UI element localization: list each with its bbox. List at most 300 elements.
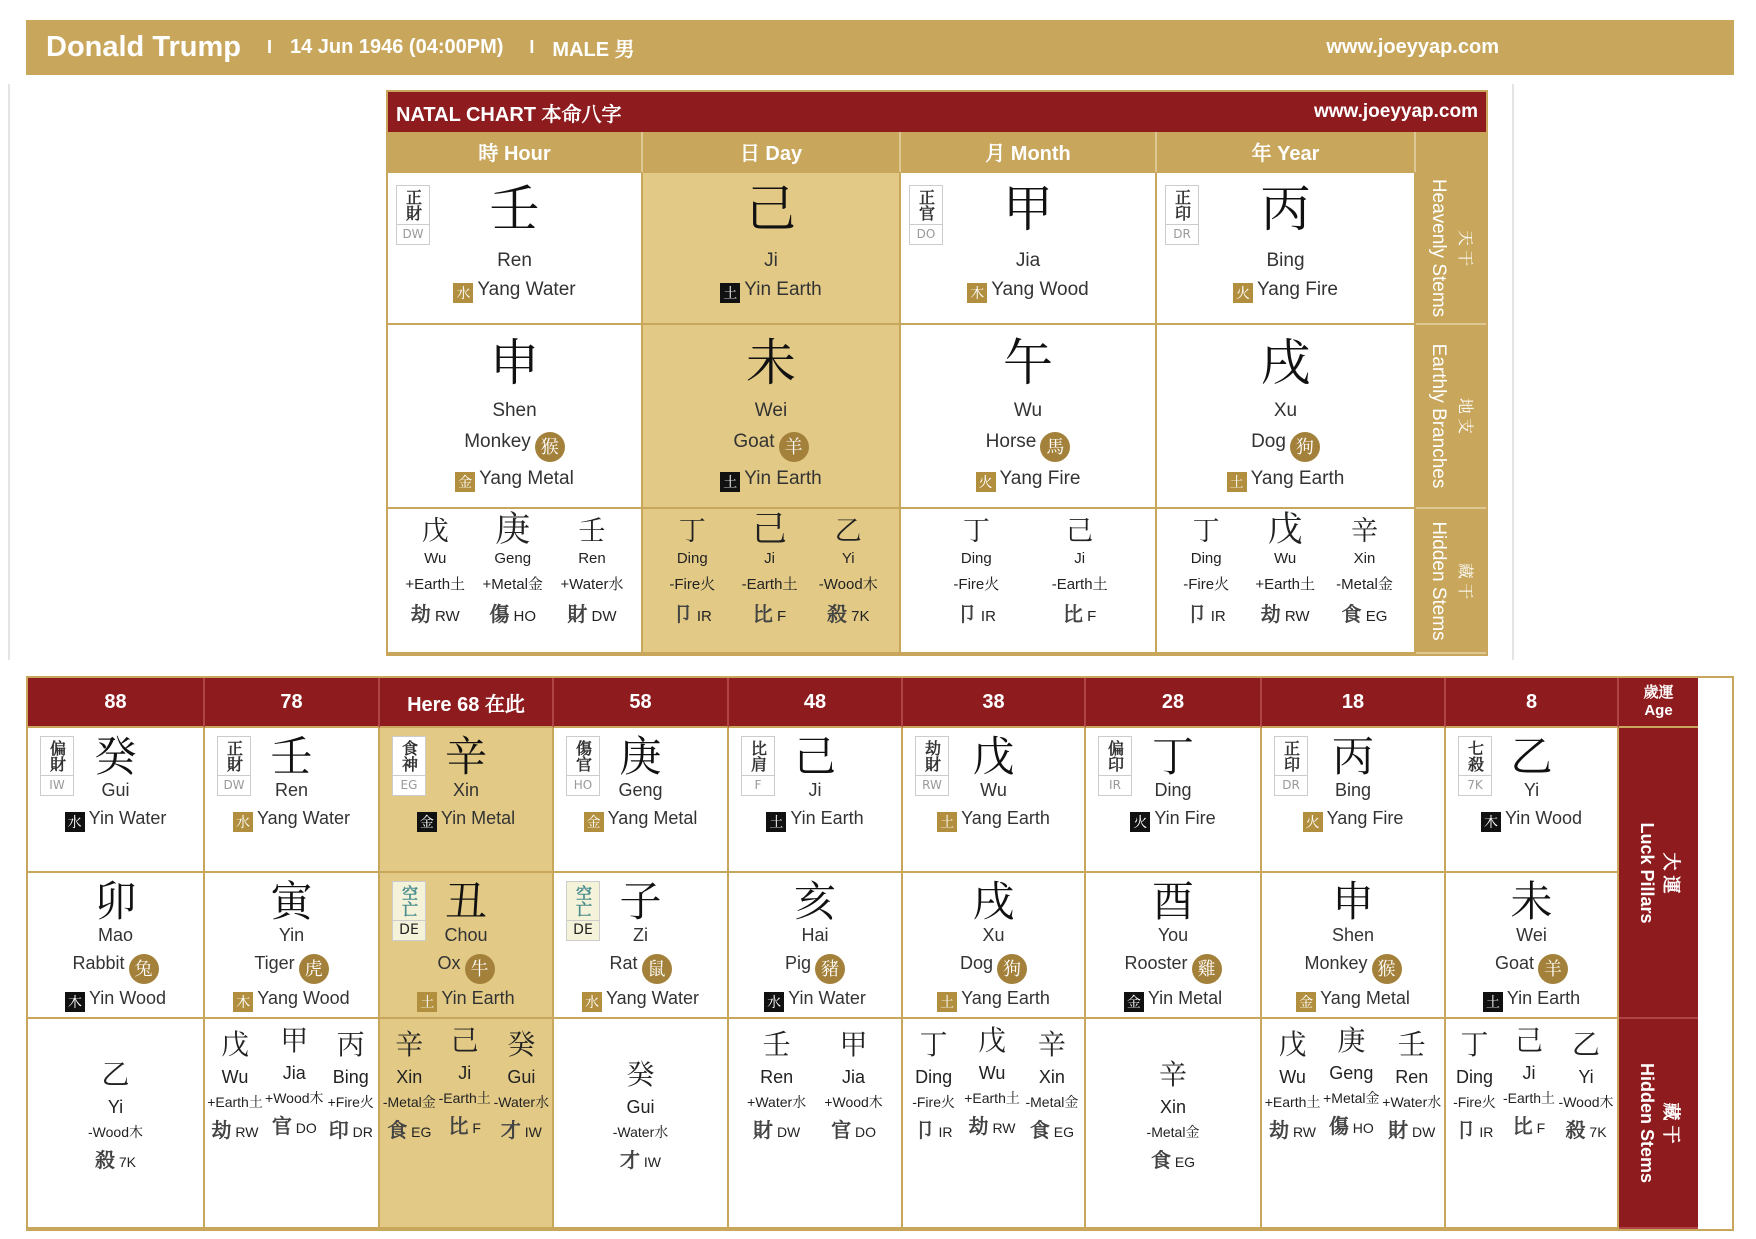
animal-name: Dog xyxy=(1251,431,1286,452)
element-name: Yin Fire xyxy=(1154,808,1216,828)
stem-char: 己 xyxy=(793,732,836,781)
age-header: 88 xyxy=(28,678,205,728)
animal-name: Monkey xyxy=(1304,953,1368,973)
hidden-stem xyxy=(405,515,465,630)
branch-pinyin: Wei xyxy=(754,400,788,421)
element-label xyxy=(65,984,166,1012)
ten-god-abbr: F xyxy=(1536,1120,1546,1136)
branch-char: 午 xyxy=(1003,334,1053,392)
row-label-cn: 藏 干 xyxy=(1660,1102,1681,1144)
ten-god xyxy=(329,1115,373,1147)
element-icon: 水 xyxy=(65,812,85,832)
site-link[interactable]: www.joeyyap.com xyxy=(1326,36,1499,58)
hidden-stem-pinyin: Yi xyxy=(107,1097,124,1117)
column-header-blank xyxy=(1416,132,1486,173)
ten-god-icon: 劫 xyxy=(410,602,431,626)
element-icon: 水 xyxy=(582,992,602,1012)
element-name: Yang Metal xyxy=(607,808,698,828)
badge-abbr: DE xyxy=(393,920,425,940)
hidden-stem-pinyin: Xin xyxy=(396,1067,423,1087)
row-label-cn: 地 支 xyxy=(1456,397,1473,435)
badge-chars: 偏財 xyxy=(47,740,67,772)
ten-god xyxy=(501,1115,542,1147)
badge-chars: 食神 xyxy=(399,740,419,772)
element-icon: 木 xyxy=(1481,812,1501,832)
earthly-branch-cell xyxy=(388,325,643,509)
hidden-stem-pinyin: Geng xyxy=(494,550,532,567)
hidden-stem xyxy=(664,515,720,630)
stem-char: 辛 xyxy=(444,732,487,781)
row-label-text xyxy=(1635,1063,1683,1183)
stem-char: 癸 xyxy=(94,732,137,781)
hidden-stem-element: -Earth土 xyxy=(1051,576,1108,593)
current-age-header: Here 68 在此 xyxy=(380,678,554,728)
animal-icon: 猴 xyxy=(535,432,565,462)
hidden-stem-char: 己 xyxy=(450,1024,479,1057)
age-header: 78 xyxy=(205,678,380,728)
hidden-stem-element: -Water水 xyxy=(612,1124,669,1140)
ten-god-abbr: DR xyxy=(352,1124,373,1140)
hidden-stem-char: 戊 xyxy=(1278,1028,1307,1061)
badge-chars: 空亡 xyxy=(399,885,419,917)
element-icon: 土 xyxy=(417,992,437,1012)
animal-name: Goat xyxy=(1494,953,1535,973)
badge-abbr: DW xyxy=(218,775,250,795)
ten-god xyxy=(1513,1111,1545,1143)
luck-grid xyxy=(28,678,1732,1229)
luck-branch-cell xyxy=(903,873,1086,1019)
stem-pinyin: Ren xyxy=(497,250,532,271)
ten-god xyxy=(673,601,712,630)
hidden-stem xyxy=(326,1025,376,1147)
element-name: Yin Water xyxy=(788,988,866,1008)
branch-pinyin: Chou xyxy=(444,925,488,945)
branch-pinyin: Xu xyxy=(1273,400,1298,421)
hidden-stem-pinyin: Ji xyxy=(1522,1063,1536,1083)
element-icon: 土 xyxy=(937,812,957,832)
element-name: Yin Earth xyxy=(441,988,515,1008)
ten-god-abbr: DO xyxy=(295,1120,317,1136)
hidden-stem-char: 甲 xyxy=(839,1028,868,1061)
luck-branch-cell xyxy=(1446,873,1619,1019)
element-name: Yin Wood xyxy=(1504,808,1583,828)
heavenly-stem-cell xyxy=(1157,173,1416,325)
age-header: 28 xyxy=(1086,678,1262,728)
badge-chars: 正官 xyxy=(916,189,936,221)
animal-name: Pig xyxy=(784,953,811,973)
animal-name: Ox xyxy=(437,953,461,973)
age-header: 58 xyxy=(554,678,729,728)
animal-name: Dog xyxy=(959,953,994,973)
stem-pinyin: Bing xyxy=(1266,250,1305,271)
row-label-text xyxy=(1425,344,1477,489)
hidden-stems-group xyxy=(554,1019,727,1177)
stem-char: 丁 xyxy=(1151,732,1194,781)
stem-pinyin: Wu xyxy=(980,780,1007,800)
ten-god xyxy=(1063,601,1096,630)
element-label xyxy=(643,462,899,496)
stem-char: 壬 xyxy=(270,732,313,781)
luck-branch-cell xyxy=(729,873,903,1019)
age-label-cn: 歲運 xyxy=(1643,684,1674,701)
ten-god xyxy=(1151,1145,1195,1177)
ten-god-abbr: HO xyxy=(513,608,537,625)
branch-content xyxy=(643,325,899,496)
hidden-stem-element: +Metal金 xyxy=(482,576,543,593)
element-icon: 火 xyxy=(1130,812,1150,832)
badge-abbr: IR xyxy=(1099,775,1131,795)
ten-god-icon: 傷 xyxy=(1328,1114,1349,1138)
element-icon: 金 xyxy=(417,812,437,832)
hidden-stem-char: 庚 xyxy=(1337,1024,1366,1057)
hidden-stem-char: 庚 xyxy=(495,510,531,550)
branch-pinyin: Shen xyxy=(492,400,537,421)
branch-pinyin: Zi xyxy=(633,925,648,945)
hidden-stem-char: 壬 xyxy=(762,1028,791,1061)
branch-animal xyxy=(388,427,641,462)
luck-stem-cell xyxy=(1446,728,1619,873)
element-name: Yin Metal xyxy=(1147,988,1223,1008)
element-label xyxy=(1481,804,1582,832)
ten-god-icon: 卩 xyxy=(914,1118,935,1142)
animal-icon: 虎 xyxy=(299,954,329,984)
hidden-stem-pinyin: Wu xyxy=(1274,550,1297,567)
branch-animal xyxy=(437,949,494,984)
stem-pinyin: Ding xyxy=(1154,780,1192,800)
hidden-stem-pinyin: Ding xyxy=(676,550,708,567)
hidden-stem-char: 戊 xyxy=(978,1024,1007,1057)
element-name: Yang Wood xyxy=(991,279,1089,300)
animal-name: Horse xyxy=(985,431,1037,452)
hidden-stems-group xyxy=(28,1019,203,1177)
ten-god-icon: 劫 xyxy=(211,1118,232,1142)
branch-pinyin: Xu xyxy=(982,925,1005,945)
hidden-stems-cell xyxy=(554,1019,729,1229)
hidden-stem xyxy=(1559,1025,1614,1147)
hidden-stem-char: 癸 xyxy=(626,1058,655,1091)
ten-god-icon: 比 xyxy=(1512,1114,1533,1138)
hidden-stems-group xyxy=(388,509,641,630)
ten-god-abbr: IR xyxy=(938,1124,953,1140)
hidden-stem-pinyin: Ren xyxy=(1395,1067,1429,1087)
row-label-text xyxy=(1425,521,1477,640)
badge-chars: 偏印 xyxy=(1105,740,1125,772)
ten-god xyxy=(1566,1115,1607,1147)
column-header: 時 Hour xyxy=(388,132,643,173)
heavenly-stem-cell xyxy=(901,173,1157,325)
hidden-stem-char: 辛 xyxy=(395,1028,424,1061)
hidden-stem-element: -Metal金 xyxy=(1336,576,1393,593)
ten-god xyxy=(957,601,996,630)
animal-icon: 牛 xyxy=(465,954,495,984)
hidden-stem-element: -Wood木 xyxy=(88,1124,143,1140)
badge-chars: 正印 xyxy=(1172,189,1192,221)
badge-chars: 七殺 xyxy=(1465,740,1485,772)
ten-god xyxy=(753,1115,800,1147)
ten-god-icon: 殺 xyxy=(1565,1118,1586,1142)
hidden-stem-char: 己 xyxy=(1066,516,1094,547)
natal-chart-header xyxy=(388,92,1486,132)
branch-char: 寅 xyxy=(270,877,313,926)
hidden-stem xyxy=(741,510,798,630)
luck-stem-cell xyxy=(28,728,205,873)
animal-name: Monkey xyxy=(464,431,531,452)
animal-name: Tiger xyxy=(254,953,295,973)
hidden-stem-element: -Metal金 xyxy=(1025,1094,1079,1110)
badge-abbr: F xyxy=(742,775,774,795)
hidden-stem-element: +Water水 xyxy=(747,1094,807,1110)
element-label xyxy=(1157,462,1414,496)
element-label xyxy=(1130,804,1215,832)
hidden-stem xyxy=(439,1025,491,1147)
hidden-stem-element: -Wood木 xyxy=(1558,1094,1614,1110)
element-icon: 土 xyxy=(720,472,740,492)
hidden-stem-char: 丁 xyxy=(919,1028,948,1061)
branch-char: 戌 xyxy=(1260,334,1311,392)
ten-god-icon: 官 xyxy=(831,1118,852,1142)
hidden-stem xyxy=(1323,1025,1379,1147)
natal-grid xyxy=(388,132,1486,654)
hidden-stem xyxy=(1265,1025,1321,1147)
hidden-stems-cell xyxy=(1086,1019,1262,1229)
hidden-stem xyxy=(964,1025,1020,1147)
hidden-stems-cell xyxy=(729,1019,903,1229)
ten-god xyxy=(1261,601,1310,630)
stem-pinyin: Ji xyxy=(808,780,822,800)
animal-name: Rat xyxy=(609,953,638,973)
element-label xyxy=(643,277,899,303)
hidden-stem-element: -Fire火 xyxy=(912,1094,955,1110)
heavenly-stem-cell xyxy=(643,173,901,325)
luck-stem-cell xyxy=(729,728,903,873)
hidden-stem-element: -Metal金 xyxy=(382,1094,436,1110)
ten-god-icon: 比 xyxy=(1062,602,1083,626)
ten-god-abbr: HO xyxy=(1352,1120,1374,1136)
badge-abbr: EG xyxy=(393,775,425,795)
ten-god xyxy=(387,1115,431,1147)
hidden-stem xyxy=(909,1025,959,1147)
branch-char: 卯 xyxy=(94,877,137,926)
ten-god xyxy=(1329,1111,1374,1143)
element-icon: 水 xyxy=(764,992,784,1012)
heavenly-stem-cell xyxy=(388,173,643,325)
hidden-stems-cell xyxy=(1446,1019,1619,1229)
animal-icon: 豬 xyxy=(815,954,845,984)
row-label-en: Heavenly Stems xyxy=(1428,178,1449,318)
hidden-stem-pinyin: Xin xyxy=(1038,1067,1065,1087)
element-name: Yin Wood xyxy=(88,988,167,1008)
ten-god xyxy=(489,601,536,630)
animal-icon: 兔 xyxy=(129,954,159,984)
row-label-cn: 大 運 xyxy=(1660,851,1681,893)
branch-char: 子 xyxy=(619,877,662,926)
element-icon: 金 xyxy=(455,472,475,492)
element-name: Yang Water xyxy=(256,808,351,828)
stem-content xyxy=(643,173,899,303)
element-name: Yang Fire xyxy=(1257,279,1338,300)
hidden-stem-element: -Fire火 xyxy=(1183,576,1230,593)
hidden-stem-element: +Water水 xyxy=(560,576,624,593)
ten-god-icon: 官 xyxy=(271,1114,292,1138)
hidden-stem xyxy=(1178,515,1234,630)
ten-god-abbr: DW xyxy=(1412,1124,1436,1140)
ten-god-abbr: IR xyxy=(1210,608,1226,625)
badge-chars: 正財 xyxy=(403,189,423,221)
age-header: 18 xyxy=(1262,678,1446,728)
ten-god-icon: 印 xyxy=(328,1118,349,1142)
branch-animal xyxy=(643,427,899,462)
ten-god xyxy=(95,1145,136,1177)
stem-pinyin: Ji xyxy=(764,250,778,271)
branch-pinyin: Shen xyxy=(1331,925,1375,945)
stem-char: 丙 xyxy=(1331,732,1374,781)
badge-abbr: HO xyxy=(567,775,599,795)
earthly-branch-cell xyxy=(643,325,901,509)
element-label xyxy=(1296,984,1410,1012)
hidden-stems-cell xyxy=(28,1019,205,1229)
branch-content xyxy=(901,325,1155,496)
hidden-stems-group xyxy=(901,509,1155,630)
branch-char: 亥 xyxy=(793,877,836,926)
ten-god xyxy=(1187,601,1226,630)
birth-datetime: 14 Jun 1946 (04:00PM) xyxy=(289,36,504,58)
void-badge xyxy=(566,881,600,941)
element-name: Yin Earth xyxy=(744,279,822,300)
element-label xyxy=(764,984,866,1012)
stem-pinyin: Xin xyxy=(452,780,479,800)
element-label xyxy=(901,277,1155,303)
element-label xyxy=(233,804,350,832)
hidden-stem-element: +Earth土 xyxy=(1264,1094,1321,1110)
ten-god-badge xyxy=(1098,736,1132,796)
luck-stem-cell xyxy=(554,728,729,873)
divider xyxy=(8,84,10,660)
ten-god-icon: 傷 xyxy=(489,602,510,626)
row-label-cn: 天 干 xyxy=(1456,229,1473,267)
hidden-stems-cell xyxy=(388,509,643,654)
ten-god-abbr: DO xyxy=(855,1124,876,1140)
column-header: 月 Month xyxy=(901,132,1157,173)
natal-site-link[interactable]: www.joeyyap.com xyxy=(1313,101,1478,122)
hidden-stems-group xyxy=(1262,1019,1444,1147)
branch-char: 酉 xyxy=(1151,877,1194,926)
element-icon: 木 xyxy=(65,992,85,1012)
hidden-stems-group xyxy=(1446,1019,1617,1147)
ten-god-badge xyxy=(396,185,430,245)
age-header: 38 xyxy=(903,678,1086,728)
row-label-hidden xyxy=(1619,1019,1698,1229)
element-label xyxy=(233,984,349,1012)
hidden-stem-element: -Fire火 xyxy=(1453,1094,1496,1110)
branch-content xyxy=(388,325,641,496)
hidden-stem xyxy=(613,1055,668,1177)
hidden-stem xyxy=(1503,1025,1555,1147)
ten-god-icon: 劫 xyxy=(1269,1118,1290,1142)
hidden-stems-cell xyxy=(903,1019,1086,1229)
earthly-branch-cell xyxy=(901,325,1157,509)
ten-god-badge xyxy=(40,736,74,796)
branch-char: 戌 xyxy=(972,877,1015,926)
column-header: 年 Year xyxy=(1157,132,1416,173)
separator: I xyxy=(266,37,272,57)
hidden-stem-char: 壬 xyxy=(578,516,606,547)
hidden-stems-group xyxy=(643,509,899,630)
hidden-stem-pinyin: Jia xyxy=(282,1063,306,1083)
animal-name: Rooster xyxy=(1124,953,1188,973)
branch-animal xyxy=(960,949,1027,984)
ten-god-abbr: IW xyxy=(524,1124,542,1140)
element-icon: 土 xyxy=(937,992,957,1012)
stem-char: 戊 xyxy=(972,732,1015,781)
animal-icon: 猴 xyxy=(1372,954,1402,984)
hidden-stem-element: -Fire火 xyxy=(669,576,716,593)
hidden-stem xyxy=(819,515,878,630)
stem-pinyin: Bing xyxy=(1334,780,1372,800)
branch-pinyin: Hai xyxy=(801,925,829,945)
branch-animal xyxy=(785,949,845,984)
hidden-stem-pinyin: Ji xyxy=(1074,550,1086,567)
ten-god-badge xyxy=(1165,185,1199,245)
branch-animal xyxy=(72,949,158,984)
badge-chars: 正印 xyxy=(1281,740,1301,772)
badge-chars: 空亡 xyxy=(573,885,593,917)
element-name: Yang Earth xyxy=(961,808,1050,828)
element-icon: 水 xyxy=(453,283,473,303)
ten-god xyxy=(212,1115,259,1147)
ten-god-abbr: EG xyxy=(1053,1124,1074,1140)
stem-char: 乙 xyxy=(1510,732,1553,781)
hidden-stem-pinyin: Ren xyxy=(760,1067,794,1087)
ten-god xyxy=(272,1111,317,1143)
luck-branch-cell xyxy=(1086,873,1262,1019)
hidden-stem-char: 乙 xyxy=(101,1058,130,1091)
element-icon: 金 xyxy=(584,812,604,832)
stem-pinyin: Yi xyxy=(1523,780,1540,800)
element-name: Yin Earth xyxy=(1506,988,1581,1008)
branch-char: 未 xyxy=(746,334,796,392)
element-icon: 土 xyxy=(720,283,740,303)
element-name: Yang Water xyxy=(477,279,576,300)
profile-name: Donald Trump xyxy=(46,31,241,63)
hidden-stem xyxy=(1449,1025,1499,1147)
ten-god-icon: 卩 xyxy=(956,602,977,626)
animal-icon: 羊 xyxy=(1538,954,1568,984)
hidden-stem-element: +Earth土 xyxy=(207,1094,263,1110)
hidden-stem xyxy=(560,515,623,630)
ten-god xyxy=(1388,1115,1435,1147)
element-name: Yin Earth xyxy=(744,468,822,489)
badge-chars: 劫財 xyxy=(922,740,942,772)
branch-pinyin: You xyxy=(1157,925,1189,945)
element-label xyxy=(901,462,1155,496)
stem-pinyin: Ren xyxy=(274,780,309,800)
branch-animal xyxy=(901,427,1155,462)
badge-abbr: DR xyxy=(1275,775,1307,795)
hidden-stem-pinyin: Ding xyxy=(960,550,992,567)
branch-animal xyxy=(609,949,671,984)
hidden-stem-char: 壬 xyxy=(1397,1028,1426,1061)
hidden-stem-char: 戊 xyxy=(1267,510,1303,550)
branch-pinyin: Mao xyxy=(97,925,133,945)
hidden-stem-pinyin: Ren xyxy=(578,550,606,567)
hidden-stem-pinyin: Wu xyxy=(978,1063,1006,1083)
branch-char: 申 xyxy=(1331,877,1374,926)
hidden-stem xyxy=(1336,515,1393,630)
age-header: 48 xyxy=(729,678,903,728)
element-icon: 土 xyxy=(1227,472,1247,492)
hidden-stem-pinyin: Wu xyxy=(1279,1067,1306,1087)
hidden-stem-element: +Fire火 xyxy=(327,1094,374,1110)
